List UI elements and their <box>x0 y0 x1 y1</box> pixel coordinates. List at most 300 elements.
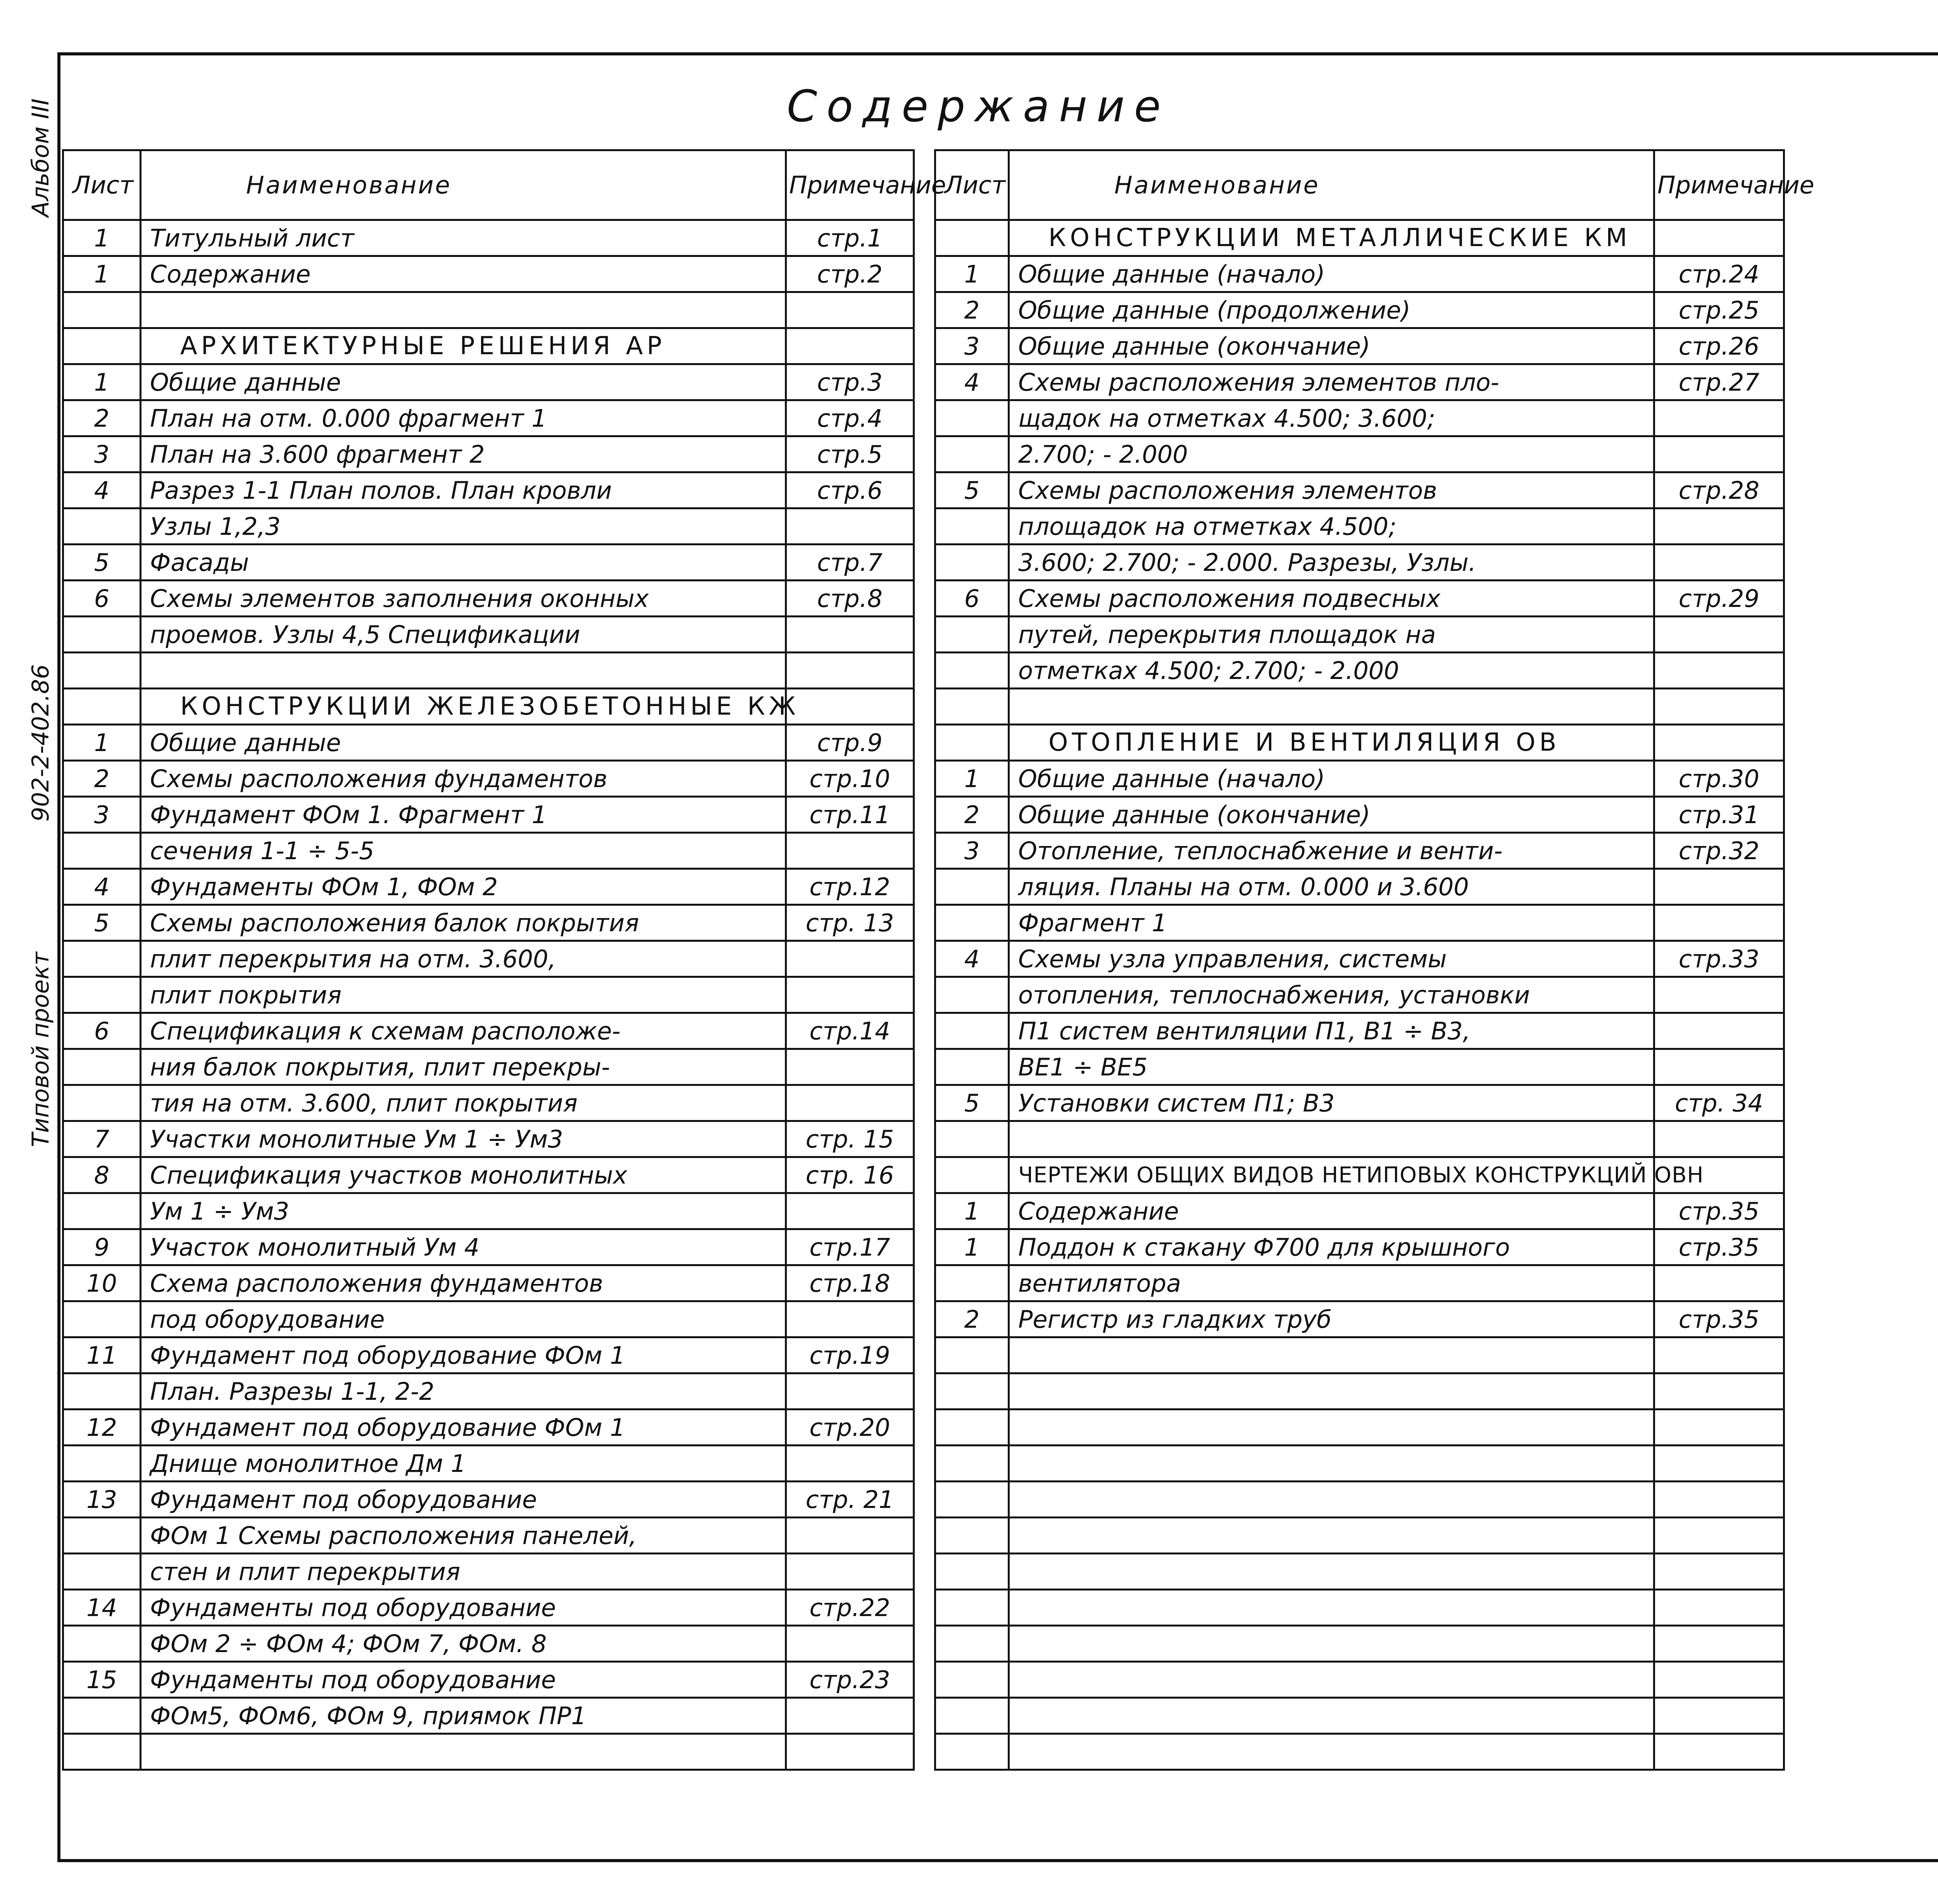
row-name <box>1009 1554 1654 1590</box>
row-name: Содержание <box>1009 1193 1654 1229</box>
row-name: вентилятора <box>1009 1265 1654 1301</box>
row-note: стр.22 <box>786 1590 914 1626</box>
table-row <box>63 1265 914 1301</box>
row-sheet-number <box>63 328 141 364</box>
row-sheet-number: 10 <box>63 1265 141 1301</box>
row-sheet-number: 2 <box>935 797 1009 833</box>
row-name: под оборудование <box>141 1301 786 1337</box>
row-note <box>1654 1662 1784 1698</box>
row-name: Фундаменты под оборудование <box>141 1662 786 1698</box>
row-name: Схемы узла управления, системы <box>1009 941 1654 977</box>
row-name: ВЕ1 ÷ ВЕ5 <box>1009 1049 1654 1085</box>
row-note <box>1654 508 1784 544</box>
row-note: стр.33 <box>1654 941 1784 977</box>
row-name: Регистр из гладких труб <box>1009 1301 1654 1337</box>
row-note: стр. 15 <box>786 1121 914 1157</box>
row-note <box>1654 1337 1784 1373</box>
row-sheet-number: 5 <box>935 1085 1009 1121</box>
row-sheet-number <box>63 1193 141 1229</box>
row-name: путей, перекрытия площадок на <box>1009 617 1654 653</box>
table-row <box>63 725 914 761</box>
row-name: Ум 1 ÷ Ум3 <box>141 1193 786 1229</box>
table-row <box>935 1265 1784 1301</box>
row-name: плит перекрытия на отм. 3.600, <box>141 941 786 977</box>
row-name: сечения 1-1 ÷ 5-5 <box>141 833 786 869</box>
table-row <box>935 1446 1784 1482</box>
header-row <box>935 150 1784 220</box>
row-name: Разрез 1-1 План полов. План кровли <box>141 472 786 508</box>
table-row <box>935 869 1784 905</box>
row-name: Спецификация участков монолитных <box>141 1157 786 1193</box>
row-note: стр.8 <box>786 581 914 617</box>
row-note <box>786 1193 914 1229</box>
row-note <box>1654 220 1784 256</box>
row-name: Участок монолитный Ум 4 <box>141 1229 786 1265</box>
table-row <box>63 1554 914 1590</box>
row-name: Общие данные <box>141 725 786 761</box>
row-name: Фундамент под оборудование ФОм 1 <box>141 1337 786 1373</box>
row-note: стр.3 <box>786 364 914 400</box>
section-heading: АРХИТЕКТУРНЫЕ РЕШЕНИЯ АР <box>141 328 786 364</box>
table-row <box>935 689 1784 725</box>
table-row <box>935 977 1784 1013</box>
table-row <box>63 905 914 941</box>
row-name <box>1009 1662 1654 1698</box>
row-sheet-number: 15 <box>63 1662 141 1698</box>
row-sheet-number <box>935 1157 1009 1193</box>
row-note <box>1654 544 1784 581</box>
row-name: Схемы расположения фундаментов <box>141 761 786 797</box>
contents-table-right <box>934 149 1814 1771</box>
row-note <box>1654 1373 1784 1409</box>
row-name: Титульный лист <box>141 220 786 256</box>
row-name: 2.700; - 2.000 <box>1009 436 1654 472</box>
row-note <box>786 1518 914 1554</box>
table-row <box>935 761 1784 797</box>
table-row <box>63 364 914 400</box>
table-row <box>935 581 1784 617</box>
row-note: стр.18 <box>786 1265 914 1301</box>
row-name: плит покрытия <box>141 977 786 1013</box>
table-row <box>935 797 1784 833</box>
row-note: стр. 34 <box>1654 1085 1784 1121</box>
row-note: стр.32 <box>1654 833 1784 869</box>
row-sheet-number <box>63 1446 141 1482</box>
table-row <box>63 869 914 905</box>
row-sheet-number <box>63 1085 141 1121</box>
row-note: стр.35 <box>1654 1193 1784 1229</box>
row-name: ФОм 2 ÷ ФОм 4; ФОм 7, ФОм. 8 <box>141 1626 786 1662</box>
row-sheet-number <box>63 1626 141 1662</box>
row-note <box>1654 689 1784 725</box>
row-name <box>1009 1734 1654 1770</box>
row-name <box>1009 1446 1654 1482</box>
row-sheet-number: 4 <box>935 364 1009 400</box>
row-sheet-number: 3 <box>63 436 141 472</box>
row-sheet-number <box>63 1049 141 1085</box>
row-sheet-number: 1 <box>63 725 141 761</box>
row-name: щадок на отметках 4.500; 3.600; <box>1009 400 1654 436</box>
row-sheet-number <box>935 1049 1009 1085</box>
row-name: Содержание <box>141 256 786 292</box>
row-note <box>1654 725 1784 761</box>
row-name: тия на отм. 3.600, плит покрытия <box>141 1085 786 1121</box>
table-row <box>63 1626 914 1662</box>
row-sheet-number <box>63 1373 141 1409</box>
row-note: стр.1 <box>786 220 914 256</box>
row-note <box>1654 1518 1784 1554</box>
table-row <box>63 941 914 977</box>
row-name: Фундаменты ФОм 1, ФОм 2 <box>141 869 786 905</box>
table-row <box>935 1013 1784 1049</box>
row-name: Узлы 1,2,3 <box>141 508 786 544</box>
row-note: стр.12 <box>786 869 914 905</box>
table-row <box>63 977 914 1013</box>
row-note: стр.29 <box>1654 581 1784 617</box>
table-row <box>935 905 1784 941</box>
section-row <box>935 725 1784 761</box>
row-name: 3.600; 2.700; - 2.000. Разрезы, Узлы. <box>1009 544 1654 581</box>
row-name: стен и плит перекрытия <box>141 1554 786 1590</box>
row-note <box>786 689 914 725</box>
header-note: Примечание <box>1654 150 1784 220</box>
row-note: стр.5 <box>786 436 914 472</box>
row-sheet-number <box>935 1265 1009 1301</box>
header-row <box>63 150 914 220</box>
row-name: Схемы расположения балок покрытия <box>141 905 786 941</box>
album-label: Альбом III <box>27 98 54 217</box>
row-sheet-number: 1 <box>63 220 141 256</box>
row-sheet-number <box>935 1590 1009 1626</box>
row-sheet-number: 14 <box>63 1590 141 1626</box>
row-note <box>786 1373 914 1409</box>
project-type: Типовой проект <box>27 952 54 1147</box>
row-note: стр.17 <box>786 1229 914 1265</box>
header-sheet: Лист <box>935 150 1009 220</box>
row-sheet-number: 2 <box>63 761 141 797</box>
row-name <box>1009 1337 1654 1373</box>
section-heading: ОТОПЛЕНИЕ И ВЕНТИЛЯЦИЯ ОВ <box>1009 725 1654 761</box>
row-sheet-number <box>935 725 1009 761</box>
table-row <box>935 400 1784 436</box>
row-note <box>1654 617 1784 653</box>
row-note <box>786 292 914 328</box>
row-note: стр.31 <box>1654 797 1784 833</box>
row-sheet-number: 2 <box>935 292 1009 328</box>
row-sheet-number <box>935 508 1009 544</box>
header-name: Наименование <box>1009 150 1654 220</box>
row-name: План. Разрезы 1-1, 2-2 <box>141 1373 786 1409</box>
row-name: ния балок покрытия, плит перекры- <box>141 1049 786 1085</box>
section-heading: КОНСТРУКЦИИ МЕТАЛЛИЧЕСКИЕ КМ <box>1009 220 1654 256</box>
row-note <box>1654 1121 1784 1157</box>
row-sheet-number <box>63 833 141 869</box>
table-row <box>935 941 1784 977</box>
table-row <box>63 1590 914 1626</box>
table-row <box>935 472 1784 508</box>
row-name: Схемы расположения элементов <box>1009 472 1654 508</box>
row-note <box>1654 1590 1784 1626</box>
table-row <box>935 292 1784 328</box>
table-row <box>63 797 914 833</box>
row-sheet-number: 4 <box>935 941 1009 977</box>
row-note <box>786 1301 914 1337</box>
row-sheet-number: 6 <box>63 1013 141 1049</box>
row-note: стр.35 <box>1654 1301 1784 1337</box>
row-name: Схемы расположения элементов пло- <box>1009 364 1654 400</box>
row-name: Фундамент под оборудование ФОм 1 <box>141 1409 786 1446</box>
row-name: ляция. Планы на отм. 0.000 и 3.600 <box>1009 869 1654 905</box>
row-name <box>141 292 786 328</box>
row-sheet-number: 1 <box>935 1193 1009 1229</box>
row-note <box>786 1698 914 1734</box>
contents-table-left <box>62 149 946 1771</box>
table-row <box>935 1193 1784 1229</box>
row-name: Фасады <box>141 544 786 581</box>
row-sheet-number <box>63 617 141 653</box>
row-note: стр. 16 <box>786 1157 914 1193</box>
table-row <box>935 1626 1784 1662</box>
row-note <box>1654 1482 1784 1518</box>
row-sheet-number: 3 <box>935 833 1009 869</box>
row-sheet-number <box>935 544 1009 581</box>
table-row <box>63 617 914 653</box>
row-name: Общие данные (продолжение) <box>1009 292 1654 328</box>
row-sheet-number: 5 <box>935 472 1009 508</box>
row-name: Схема расположения фундаментов <box>141 1265 786 1301</box>
row-note <box>786 1554 914 1590</box>
row-name <box>1009 1121 1654 1157</box>
table-row <box>935 1409 1784 1446</box>
row-name <box>1009 1698 1654 1734</box>
table-row <box>63 1337 914 1373</box>
row-sheet-number <box>935 1662 1009 1698</box>
table-row <box>935 1301 1784 1337</box>
row-name: Участки монолитные Ум 1 ÷ Ум3 <box>141 1121 786 1157</box>
table-row <box>63 1085 914 1121</box>
table-row <box>935 1482 1784 1518</box>
row-sheet-number <box>63 653 141 689</box>
row-note: стр.23 <box>786 1662 914 1698</box>
row-sheet-number: 1 <box>935 256 1009 292</box>
row-sheet-number: 6 <box>63 581 141 617</box>
table-row <box>63 1013 914 1049</box>
row-name: Схемы расположения подвесных <box>1009 581 1654 617</box>
table-row <box>935 1734 1784 1770</box>
row-note: стр.35 <box>1654 1229 1784 1265</box>
row-sheet-number <box>935 1337 1009 1373</box>
row-note <box>786 977 914 1013</box>
row-sheet-number <box>63 1698 141 1734</box>
row-note: стр.30 <box>1654 761 1784 797</box>
row-sheet-number: 9 <box>63 1229 141 1265</box>
row-note <box>1654 869 1784 905</box>
row-note: стр.10 <box>786 761 914 797</box>
table-row <box>63 508 914 544</box>
row-note <box>1654 977 1784 1013</box>
row-name: Фундаменты под оборудование <box>141 1590 786 1626</box>
row-name: Общие данные (начало) <box>1009 256 1654 292</box>
row-sheet-number: 5 <box>63 544 141 581</box>
row-sheet-number: 4 <box>63 869 141 905</box>
table-row <box>63 1049 914 1085</box>
section-row <box>63 328 914 364</box>
row-note <box>1654 653 1784 689</box>
row-name: План на отм. 0.000 фрагмент 1 <box>141 400 786 436</box>
row-note: стр.20 <box>786 1409 914 1446</box>
row-note <box>786 617 914 653</box>
row-sheet-number <box>935 977 1009 1013</box>
row-sheet-number: 12 <box>63 1409 141 1446</box>
table-row <box>63 581 914 617</box>
row-sheet-number <box>63 292 141 328</box>
row-note: стр. 21 <box>786 1482 914 1518</box>
row-note <box>786 1085 914 1121</box>
row-sheet-number <box>935 689 1009 725</box>
row-sheet-number: 5 <box>63 905 141 941</box>
row-name: План на 3.600 фрагмент 2 <box>141 436 786 472</box>
row-note: стр.14 <box>786 1013 914 1049</box>
row-sheet-number <box>935 1698 1009 1734</box>
row-sheet-number <box>935 905 1009 941</box>
row-sheet-number <box>63 1734 141 1770</box>
header-sheet: Лист <box>63 150 141 220</box>
table-row <box>63 1409 914 1446</box>
header-name: Наименование <box>141 150 786 220</box>
row-sheet-number <box>935 220 1009 256</box>
row-note: стр.19 <box>786 1337 914 1373</box>
table-row <box>935 1554 1784 1590</box>
row-name: площадок на отметках 4.500; <box>1009 508 1654 544</box>
table-row <box>935 508 1784 544</box>
table-row <box>63 400 914 436</box>
row-name: Спецификация к схемам расположе- <box>141 1013 786 1049</box>
row-sheet-number <box>63 1554 141 1590</box>
section-row <box>935 220 1784 256</box>
table-row <box>63 1373 914 1409</box>
row-sheet-number: 2 <box>935 1301 1009 1337</box>
row-note: стр.4 <box>786 400 914 436</box>
table-row <box>63 1157 914 1193</box>
section-row <box>63 689 914 725</box>
header-note: Примечание <box>786 150 914 220</box>
row-name <box>141 1734 786 1770</box>
row-sheet-number: 6 <box>935 581 1009 617</box>
row-sheet-number: 1 <box>63 256 141 292</box>
row-sheet-number <box>935 1734 1009 1770</box>
row-sheet-number <box>935 400 1009 436</box>
row-name <box>1009 1373 1654 1409</box>
row-note: стр.26 <box>1654 328 1784 364</box>
row-note <box>1654 905 1784 941</box>
row-note <box>1654 1698 1784 1734</box>
row-note: стр.11 <box>786 797 914 833</box>
row-sheet-number: 13 <box>63 1482 141 1518</box>
row-note <box>1654 1409 1784 1446</box>
row-name: Фундамент ФОм 1. Фрагмент 1 <box>141 797 786 833</box>
table-row <box>63 544 914 581</box>
row-note <box>1654 1013 1784 1049</box>
row-name: Схемы элементов заполнения оконных <box>141 581 786 617</box>
row-note <box>786 1734 914 1770</box>
row-note <box>786 833 914 869</box>
row-name: Общие данные (окончание) <box>1009 328 1654 364</box>
table-row <box>935 653 1784 689</box>
table-row <box>935 1085 1784 1121</box>
row-note <box>1654 436 1784 472</box>
row-note <box>786 508 914 544</box>
row-name <box>1009 689 1654 725</box>
row-name <box>141 653 786 689</box>
row-note: стр.6 <box>786 472 914 508</box>
row-note <box>1654 1626 1784 1662</box>
table-row <box>63 1301 914 1337</box>
table-row <box>935 1662 1784 1698</box>
row-name: ФОм 1 Схемы расположения панелей, <box>141 1518 786 1554</box>
row-name <box>1009 1590 1654 1626</box>
row-sheet-number: 3 <box>63 797 141 833</box>
table-row <box>935 1698 1784 1734</box>
table-row <box>935 328 1784 364</box>
table-row <box>935 1373 1784 1409</box>
table-row <box>63 1229 914 1265</box>
row-sheet-number: 11 <box>63 1337 141 1373</box>
row-note <box>786 653 914 689</box>
row-note <box>1654 1554 1784 1590</box>
page-title: Содержание <box>787 81 1170 132</box>
section-row <box>935 1157 1784 1193</box>
table-row <box>63 1446 914 1482</box>
table-row <box>63 761 914 797</box>
row-name: Общие данные (окончание) <box>1009 797 1654 833</box>
row-sheet-number <box>935 1554 1009 1590</box>
row-sheet-number <box>935 1482 1009 1518</box>
row-note <box>786 328 914 364</box>
table-row <box>935 1337 1784 1373</box>
row-name: Общие данные <box>141 364 786 400</box>
table-row <box>63 472 914 508</box>
table-row <box>63 833 914 869</box>
table-row <box>63 436 914 472</box>
row-name: Фундамент под оборудование <box>141 1482 786 1518</box>
row-sheet-number <box>935 1121 1009 1157</box>
row-note: стр.2 <box>786 256 914 292</box>
table-row <box>935 1121 1784 1157</box>
row-note <box>1654 1446 1784 1482</box>
row-sheet-number <box>935 436 1009 472</box>
row-note: стр.7 <box>786 544 914 581</box>
row-note <box>786 1049 914 1085</box>
row-sheet-number <box>935 1518 1009 1554</box>
table-row <box>63 1662 914 1698</box>
table-row <box>63 1698 914 1734</box>
row-note <box>1654 1734 1784 1770</box>
row-name: Фрагмент 1 <box>1009 905 1654 941</box>
row-sheet-number <box>935 617 1009 653</box>
row-note: стр.9 <box>786 725 914 761</box>
table-row <box>63 256 914 292</box>
row-name: Общие данные (начало) <box>1009 761 1654 797</box>
row-sheet-number: 1 <box>63 364 141 400</box>
row-note <box>786 1446 914 1482</box>
table-row <box>63 1121 914 1157</box>
row-name <box>1009 1518 1654 1554</box>
row-note: стр.27 <box>1654 364 1784 400</box>
row-name <box>1009 1409 1654 1446</box>
row-sheet-number: 4 <box>63 472 141 508</box>
row-name: Поддон к стакану Ф700 для крышного <box>1009 1229 1654 1265</box>
row-sheet-number <box>63 1301 141 1337</box>
